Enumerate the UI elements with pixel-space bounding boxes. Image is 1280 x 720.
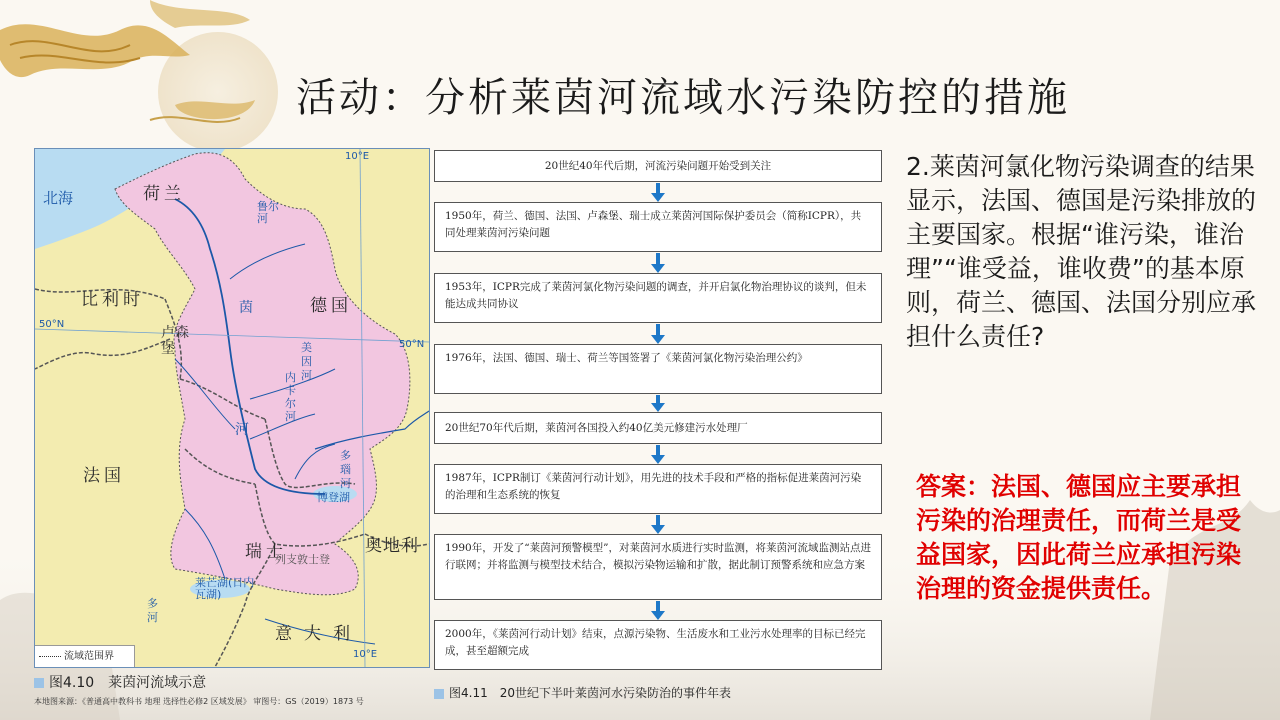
label-po: 多河 bbox=[147, 597, 158, 624]
label-lake-constance: 博登湖 bbox=[317, 491, 350, 504]
down-arrow-icon bbox=[651, 183, 665, 202]
label-luxembourg: 卢森堡 bbox=[161, 325, 189, 357]
label-switzerland: 瑞士 bbox=[245, 542, 287, 562]
answer-text: 答案：法国、德国应主要承担污染的治理责任，而荷兰是受益国家，因此荷兰应承担污染治理的资金提供责任。 bbox=[916, 472, 1242, 603]
label-10e-top: 10°E bbox=[345, 151, 370, 162]
timeline-event: 2000年，《莱茵河行动计划》结束，点源污染物、生活废水和工业污水处理率的目标已经完成，甚至超额完成 bbox=[434, 620, 882, 670]
label-lake-geneva: 莱芒湖(日内瓦湖) bbox=[195, 576, 255, 601]
label-main: 美因河 bbox=[301, 341, 312, 382]
legend-label: 流域范围界 bbox=[64, 651, 114, 662]
timeline-event: 1990年，开发了“莱茵河预警模型”，对莱茵河水质进行实时监测，将莱茵河流域监测站点进行联网；并将监测与模型技术结合，模拟污染物运输和扩散，据此制订预警系统和应急方案 bbox=[434, 534, 882, 600]
label-germany: 德国 bbox=[310, 296, 352, 316]
label-danube: 多瑙河 bbox=[340, 449, 351, 490]
label-neckar: 内卡尔河 bbox=[285, 371, 296, 423]
down-arrow-icon bbox=[651, 324, 665, 344]
label-ruhr: 鲁尔河 bbox=[257, 200, 279, 225]
map-legend bbox=[35, 645, 135, 667]
down-arrow-icon bbox=[651, 445, 665, 464]
map-source-note: 本地图来源：《普通高中教科书 地理 选择性必修2 区域发展》 审图号：GS（2019）1873 号 bbox=[34, 697, 364, 706]
golden-cloud-top bbox=[150, 0, 250, 28]
label-france: 法国 bbox=[83, 466, 125, 486]
down-arrow-icon bbox=[651, 253, 665, 273]
down-arrow-icon bbox=[651, 395, 665, 412]
label-50n-left: 50°N bbox=[39, 319, 65, 330]
label-north-sea: 北海 bbox=[43, 189, 74, 207]
label-rhine-he: 河 bbox=[235, 422, 249, 438]
timeline-event: 1976年，法国、德国、瑞士、荷兰等国签署了《莱茵河氯化物污染治理公约》 bbox=[434, 344, 882, 394]
timeline-event: 1953年，ICPR完成了莱茵河氯化物污染问题的调查，并开启氯化物治理协议的谈判，但未能达成共同协议 bbox=[434, 273, 882, 323]
label-italy: 意大利 bbox=[275, 624, 362, 644]
down-arrow-icon bbox=[651, 515, 665, 534]
timeline-caption-text: 图4.11 20世纪下半叶莱茵河水污染防治的事件年表 bbox=[449, 686, 731, 700]
map-caption bbox=[34, 672, 206, 692]
label-belgium: 比利时 bbox=[81, 290, 144, 310]
caption-marker bbox=[434, 689, 444, 699]
rhine-basin-map bbox=[34, 148, 430, 668]
caption-marker bbox=[34, 678, 44, 688]
timeline-event: 20世纪70年代后期，莱茵河各国投入约40亿美元修建污水处理厂 bbox=[434, 412, 882, 444]
timeline-caption bbox=[434, 684, 731, 701]
question-text: 2.莱茵河氯化物污染调查的结果显示，法国、德国是污染排放的主要国家。根据“谁污染，谁治理”“谁受益，谁收费”的基本原则，荷兰、德国、法国分别应承担什么责任? bbox=[906, 152, 1257, 351]
label-netherlands: 荷兰 bbox=[143, 184, 185, 204]
label-50n-right: 50°N bbox=[399, 339, 425, 350]
label-rhine-yin: 茵 bbox=[239, 300, 253, 316]
label-liechtenstein: 列支敦士登 bbox=[275, 553, 330, 566]
basin-boundary-symbol bbox=[39, 656, 61, 657]
map-caption-text: 图4.10 莱茵河流域示意 bbox=[49, 675, 207, 691]
down-arrow-icon bbox=[651, 601, 665, 620]
page-title: 活动：分析莱茵河流域水污染防控的措施 bbox=[296, 75, 1070, 121]
timeline-event: 20世纪40年代后期，河流污染问题开始受到关注 bbox=[434, 150, 882, 182]
timeline-event: 1950年，荷兰、德国、法国、卢森堡、瑞士成立莱茵河国际保护委员会（简称ICPR），共同处理莱茵河污染问题 bbox=[434, 202, 882, 252]
timeline-event: 1987年，ICPR制订《莱茵河行动计划》，用先进的技术手段和严格的指标促进莱茵河污染的治理和生态系统的恢复 bbox=[434, 464, 882, 514]
label-10e-bottom: 10°E bbox=[353, 649, 378, 660]
label-austria: 奥地利 bbox=[365, 536, 419, 556]
